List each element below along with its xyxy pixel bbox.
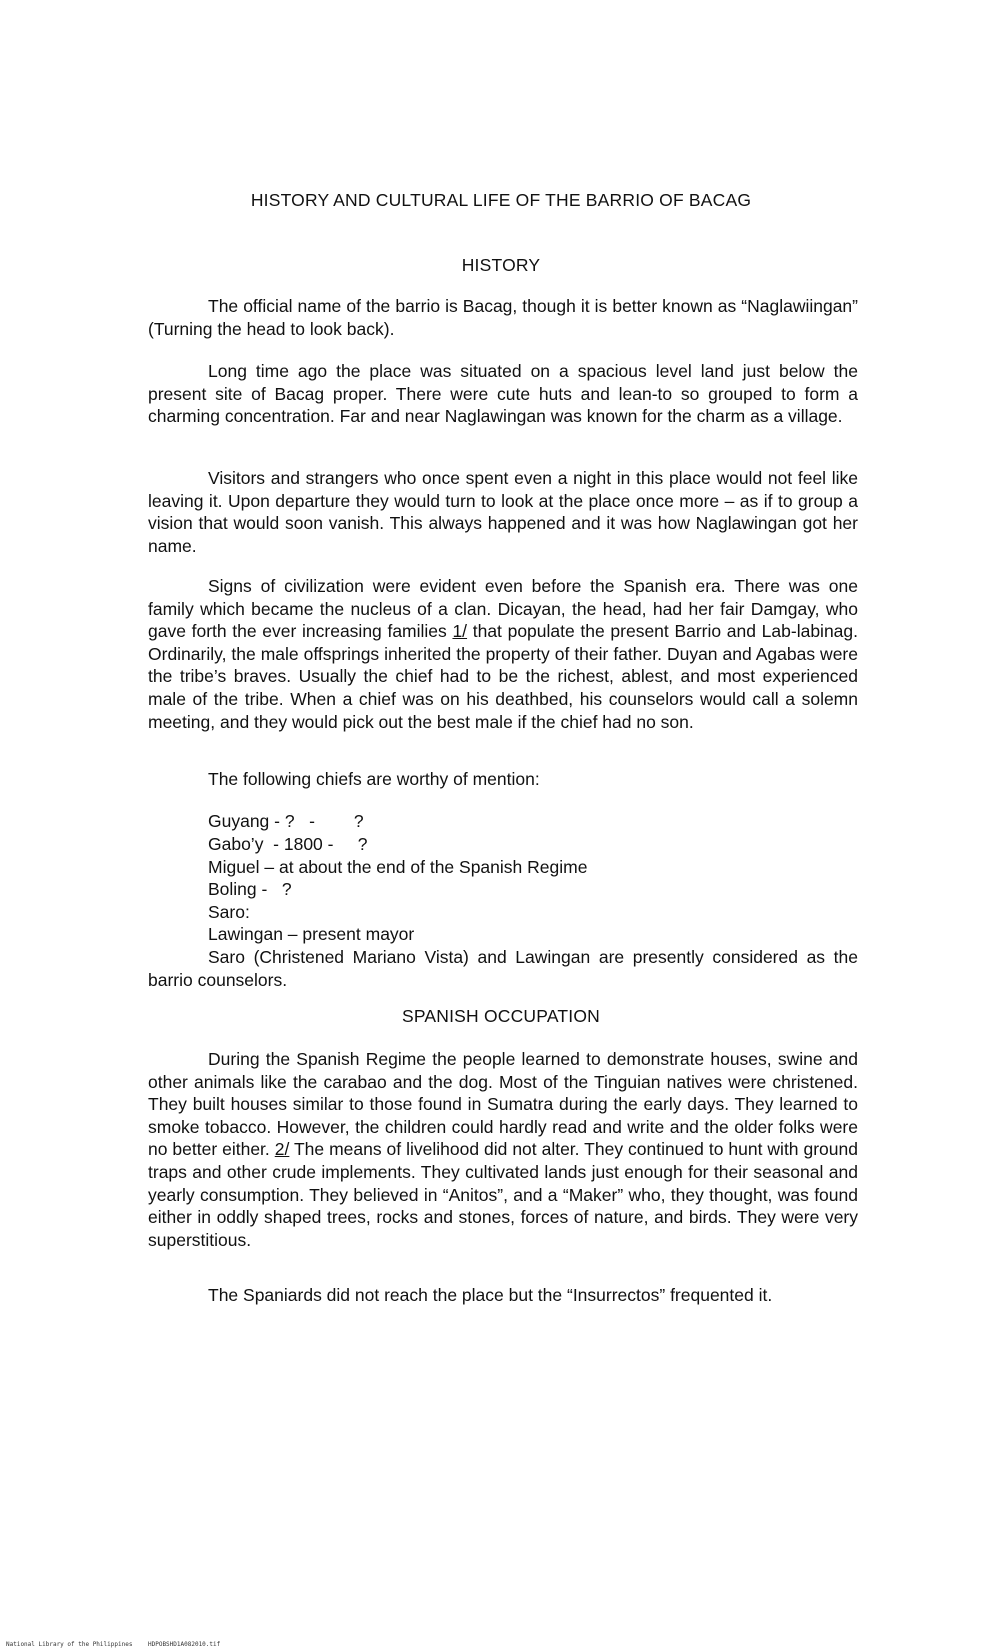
paragraph-7-text-b: The means of livelihood did not alter. They continued to hunt with ground traps and other crude implements. They cultivated lands just enough for their seasonal and yearly consumption. They believed in “Anitos”, and a “Maker” who, they thought, was found either in oddly shaped trees, rocks and stones, forces of nature, and birds. They were very superstitious. [148,1139,858,1250]
footer-library-credit: National Library of the Philippines [6,1641,133,1648]
chief-item: Miguel – at about the end of the Spanish Regime [208,857,588,877]
footer-file-id: HDPOBSHD1A082010.tif [148,1641,221,1648]
paragraph-7-text-a: During the Spanish Regime the people learned to demonstrate houses, swine and other animals like the carabao and the dog. Most of the Tinguian natives were christened. They built houses similar to those found in Sumatra during the early days. They learned to smoke tobacco. However, the children could hardly read and write and the older folks were no better either. [148,1049,858,1160]
paragraph-1: The official name of the barrio is Bacag, though it is better known as “Naglawiingan” (Turning the head to look back). [148,296,858,339]
document-title: HISTORY AND CULTURAL LIFE OF THE BARRIO OF BACAG [250,190,752,210]
paragraph-7 [148,1048,858,1251]
footnote-ref-2: 2/ [274,1139,290,1160]
footnote-ref-1: 1/ [452,621,468,642]
section-heading-history: HISTORY [461,255,541,275]
paragraph-6: Saro (Christened Mariano Vista) and Lawingan are presently considered as the barrio counselors. [148,947,858,990]
paragraph-8: The Spaniards did not reach the place but the “Insurrectos” frequented it. [208,1285,773,1305]
paragraph-5: The following chiefs are worthy of mention: [208,769,540,789]
chief-item: Saro: [208,902,250,922]
chief-item: Guyang - ? - ? [208,811,364,831]
paragraph-4 [148,575,858,733]
section-heading-spanish-occupation: SPANISH OCCUPATION [401,1006,601,1026]
paragraph-4-text-a: Signs of civilization were evident even before the Spanish era. There was one family which became the nucleus of a clan. Dicayan, the head, had her fair Damgay, who gave forth the ever increasing families [148,576,858,642]
chief-item: Boling - ? [208,879,292,899]
paragraph-3: Visitors and strangers who once spent even a night in this place would not feel like leaving it. Upon departure they would turn to look at the place once more – as if to group a vision that would soon vanish. This always happened and it was how Naglawingan got her name. [148,468,858,556]
paragraph-4-text-b: that populate the present Barrio and Lab-labinag. Ordinarily, the male offsprings inherited the property of their father. Duyan and Agabas were the tribe’s braves. Usually the chief had to be the richest, ablest, and most experienced male of the tribe. When a chief was on his deathbed, his counselors would call a solemn meeting, and they would pick out the best male if the chief had no son. [148,621,858,732]
chief-item: Lawingan – present mayor [208,924,415,944]
chief-item: Gabo’y - 1800 - ? [208,834,368,854]
paragraph-2: Long time ago the place was situated on a spacious level land just below the present site of Bacag proper. There were cute huts and lean-to so grouped to form a charming concentration. Far and near Naglawingan was known for the charm as a village. [148,361,858,427]
